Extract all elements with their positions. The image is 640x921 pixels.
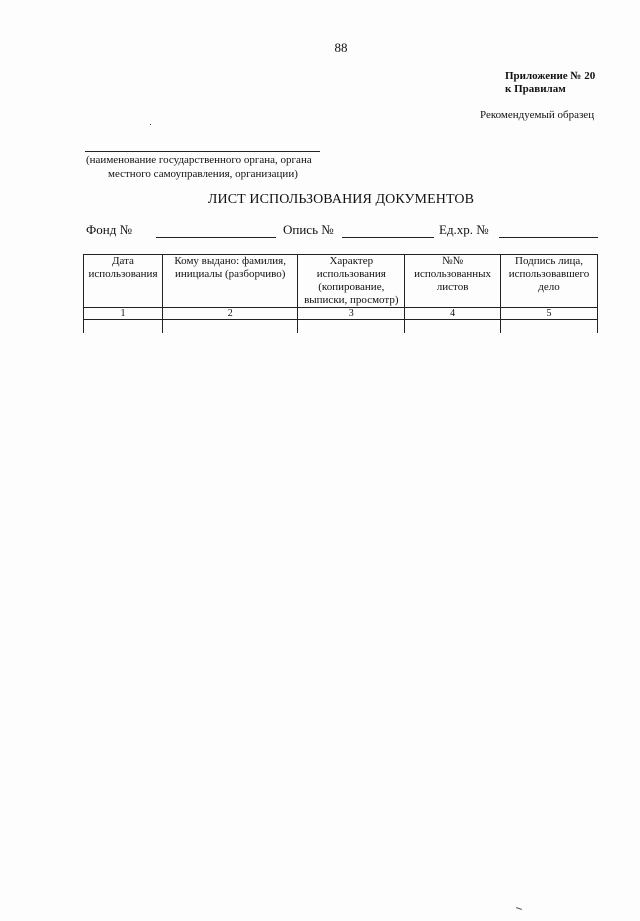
opis-label: Опись № bbox=[283, 222, 334, 237]
table-cell bbox=[405, 320, 501, 334]
table-row bbox=[84, 320, 598, 334]
opis-blank-line bbox=[342, 237, 434, 238]
organization-name-line bbox=[85, 151, 320, 152]
scan-speck bbox=[150, 124, 151, 125]
table-column-number-row bbox=[84, 308, 598, 320]
table-cell bbox=[162, 320, 297, 334]
ed-hr-blank-line bbox=[499, 237, 598, 238]
fond-blank-line bbox=[156, 237, 276, 238]
column-number: 1 bbox=[84, 308, 163, 320]
header-issued-to: Кому выдано: фамилия, инициалы (разборчиво) bbox=[162, 255, 297, 308]
sample-label: Рекомендуемый образец bbox=[480, 109, 595, 121]
header-date: Дата использования bbox=[84, 255, 163, 308]
organization-caption-line-1: (наименование государственного органа, органа bbox=[86, 154, 312, 166]
fond-label: Фонд № bbox=[86, 222, 132, 237]
organization-caption-line-2: местного самоуправления, организации) bbox=[108, 168, 298, 180]
usage-table bbox=[83, 254, 598, 333]
scan-speck bbox=[516, 907, 522, 910]
appendix-header bbox=[505, 70, 595, 96]
header-sheet-numbers: №№ использованных листов bbox=[405, 255, 501, 308]
column-number: 2 bbox=[162, 308, 297, 320]
header-signature: Подпись лица, использовавшего дело bbox=[501, 255, 598, 308]
column-number: 4 bbox=[405, 308, 501, 320]
table-cell bbox=[501, 320, 598, 334]
table-cell bbox=[84, 320, 163, 334]
column-number: 5 bbox=[501, 308, 598, 320]
page-number: 88 bbox=[334, 40, 348, 55]
column-number: 3 bbox=[298, 308, 405, 320]
ed-hr-label: Ед.хр. № bbox=[439, 222, 489, 237]
document-title: ЛИСТ ИСПОЛЬЗОВАНИЯ ДОКУМЕНТОВ bbox=[207, 192, 475, 207]
appendix-line-1: Приложение № 20 bbox=[505, 70, 596, 82]
table-cell bbox=[298, 320, 405, 334]
appendix-line-2: к Правилам bbox=[505, 83, 566, 95]
header-usage-type: Характер использования (копирование, выписки, просмотр) bbox=[298, 255, 405, 308]
organization-caption bbox=[86, 153, 312, 181]
table-header-row bbox=[84, 255, 598, 308]
archive-reference-fields bbox=[86, 222, 606, 240]
